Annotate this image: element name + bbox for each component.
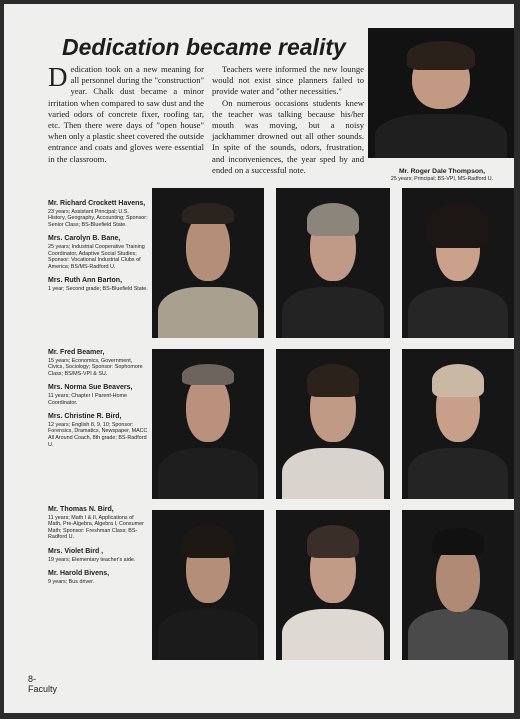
bio-group-2 [48, 349, 148, 455]
staff-details: 25 years; Industrial Cooperative Training Coordinator, Adaptive Social Studies; Sponsor: Vocational Industrial Clubs of America; BS/MS-Radford U. [48, 243, 145, 270]
bio-entry [48, 384, 148, 406]
page-folio [28, 674, 57, 694]
staff-name: Mr. Harold Bivens, [48, 570, 110, 578]
bio-entry [48, 506, 148, 541]
staff-name: Mrs. Ruth Ann Barton, [48, 277, 123, 285]
portrait-thomas-bird [152, 510, 264, 660]
staff-details: 1 year; Second grade; BS-Bluefield State. [48, 285, 148, 292]
bio-entry [48, 413, 148, 448]
principal-details: 25 years; Principal; BS-VPI, MS-Radford U. [390, 176, 494, 182]
staff-name: Mr. Fred Beamer, [48, 349, 105, 356]
principal-photo [368, 28, 514, 158]
bio-entry [48, 200, 148, 228]
article-column-1 [48, 64, 204, 165]
staff-name: Mrs. Carolyn B. Bane, [48, 235, 121, 243]
staff-name: Mrs. Christine R. Bird, [48, 413, 122, 421]
principal-name: Mr. Roger Dale Thompson, [398, 168, 486, 175]
bio-entry [48, 570, 148, 585]
staff-details: 11 years; Math I & II, Applications of Math, Pre-Algebra, Algebra I, Consumer Math; Sponsor: Freshman Class; BS-Radford U. [48, 514, 144, 541]
bio-entry [48, 235, 148, 270]
bio-group-3 [48, 506, 148, 592]
article-paragraph-3: On numerous occasions students knew the teacher was talking because his/her mouth was moving, but a noisy jackhammer drowned out all other sounds. In spite of the sounds, odors, frustration, and inconveniences, the year sped by and ended on a successful note. [212, 97, 364, 175]
staff-details: 15 years; Economics, Government, Civics, Sociology; Sponsor: Sophomore Class; BS/MS-VPI & SU. [48, 357, 143, 377]
portrait-beavers [276, 349, 390, 499]
bio-group-1 [48, 200, 148, 300]
portrait-violet-bird [276, 510, 390, 660]
drop-cap: D [48, 62, 68, 92]
principal-caption [370, 168, 514, 183]
bio-entry [48, 277, 148, 292]
staff-name: Mrs. Violet Bird , [48, 547, 104, 555]
portrait-havens [152, 188, 264, 338]
portrait-barton [402, 188, 514, 338]
yearbook-page [4, 4, 514, 713]
staff-name: Mrs. Norma Sue Beavers, [48, 384, 133, 392]
staff-details: 23 years; Assistant Principal; U.S. History, Geography, Accounting; Sponsor: Senior Class; BS-Bluefield State. [48, 208, 148, 228]
bio-entry [48, 349, 148, 377]
portrait-christine-bird [402, 349, 514, 499]
page-title: Dedication became reality [62, 34, 346, 60]
section-name: Faculty [28, 684, 58, 694]
staff-name: Mr. Thomas N. Bird, [48, 506, 114, 513]
portrait-beamer [152, 349, 264, 499]
staff-details: 9 years; Bus driver. [48, 578, 95, 585]
bio-entry [48, 548, 148, 563]
staff-name: Mr. Richard Crockett Havens, [48, 200, 146, 207]
staff-details: 11 years; Chapter I Parent-Home Coordinator. [48, 392, 127, 406]
article-text-1: edication took on a new meaning for all personnel during the "construction" year. Chalk dust became a minor irritation when compared to saw dust and the varied odors of concrete fixer, roofing tar, etc. Then there were days of "open house" when only a plastic sheet covered the outside entrance and coats and gloves were essential in the classroom. [48, 64, 204, 164]
page-number: 8- [28, 674, 37, 684]
portrait-bivens [402, 510, 514, 660]
portrait-bane [276, 188, 390, 338]
article-paragraph-2: Teachers were informed the new lounge would not exist since planners failed to provide water and "other necessities." [212, 64, 364, 97]
staff-details: 19 years; Elementary teacher's aide. [48, 556, 136, 563]
article-column-2 [212, 64, 364, 176]
staff-details: 12 years; English 8, 9, 10; Sponsor: Forensics, Dramatics, Newspaper, MACC All Around Coach, 8th grade; BS-Radford U. [48, 421, 148, 448]
